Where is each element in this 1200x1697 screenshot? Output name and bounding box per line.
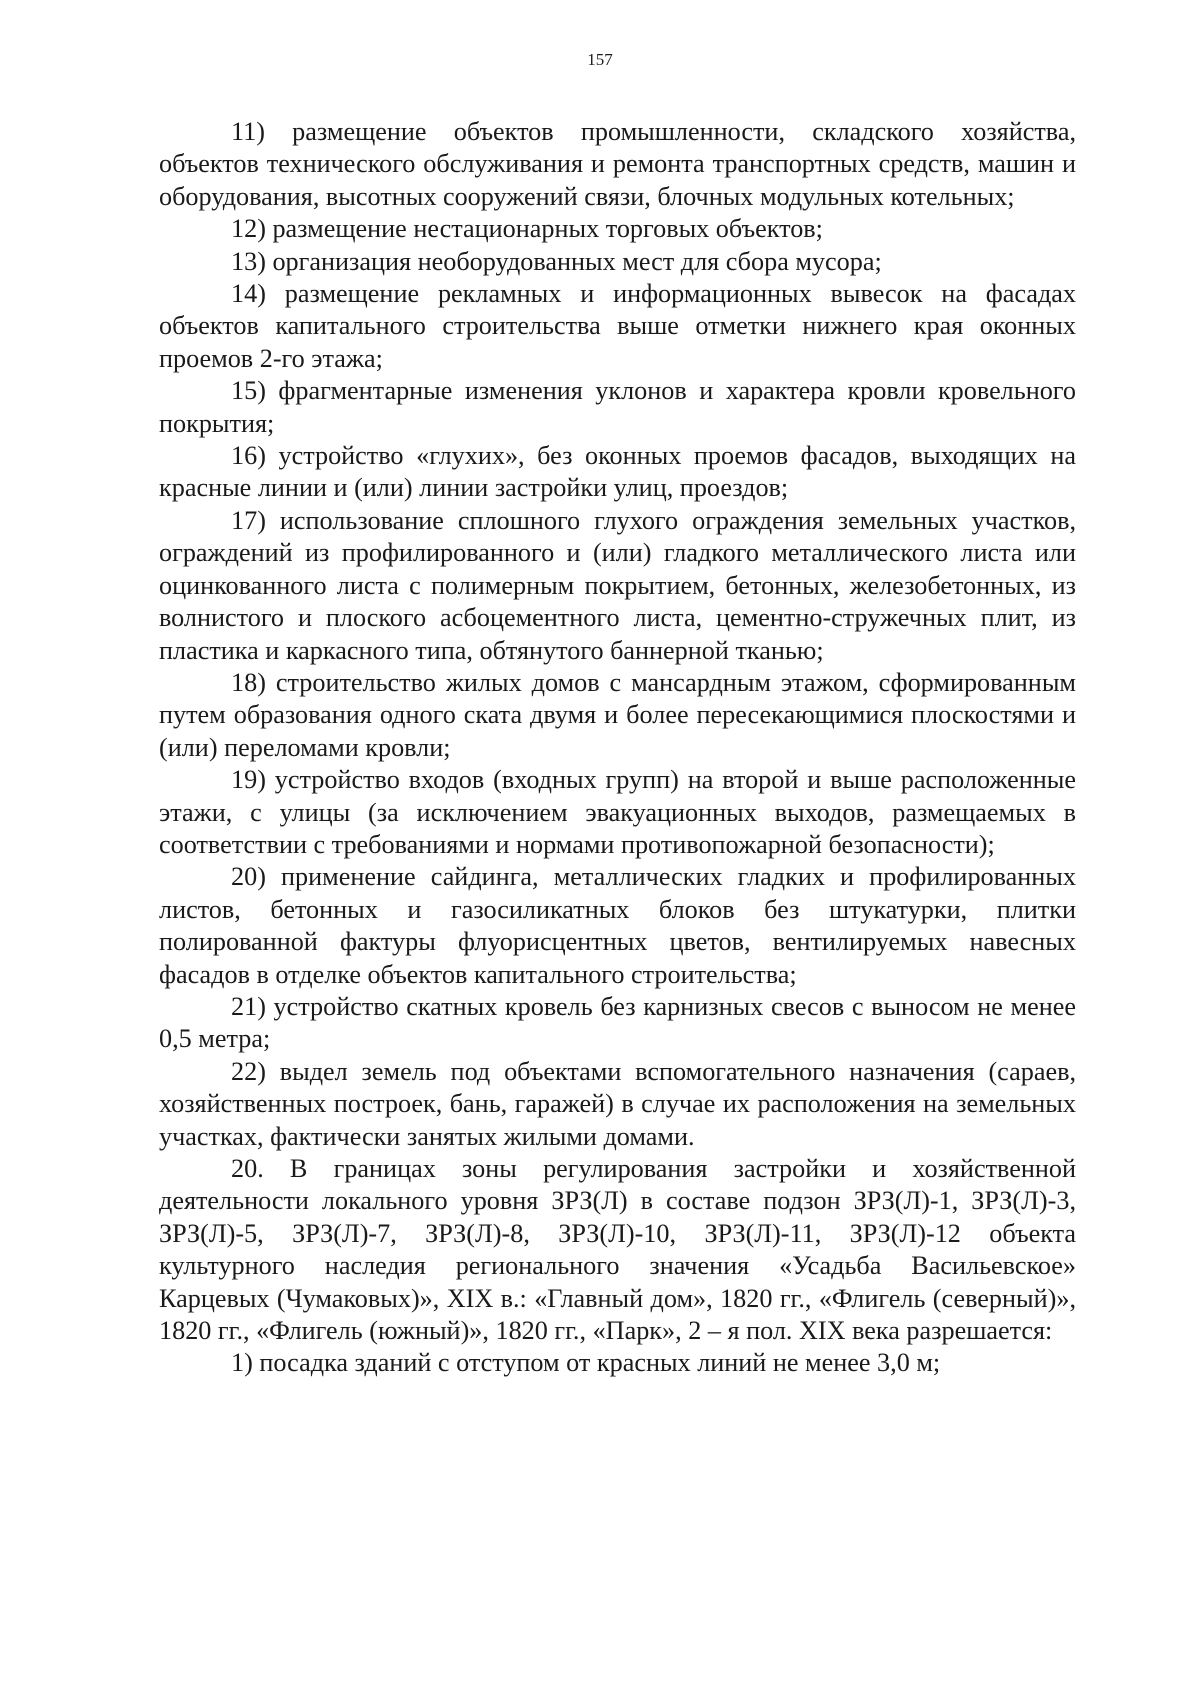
list-item-18: 18) строительство жилых домов с мансардным этажом, сформированным путем образования одного ската двумя и более пересекающимися плоскостями и (или) переломами кровли; [159, 667, 1076, 762]
list-item-19: 19) устройство входов (входных групп) на второй и выше расположенные этажи, с улицы (за исключением эвакуационных выходов, размещаемых в соответствии с требованиями и нормами противопожарной безопасности); [159, 765, 1076, 859]
document-body [159, 116, 1076, 1380]
list-item-15: 15) фрагментарные изменения уклонов и характера кровли кровельного покрытия; [159, 376, 1076, 438]
list-item-22: 22) выдел земель под объектами вспомогательного назначения (сараев, хозяйственных построек, бань, гаражей) в случае их расположения на земельных участках, фактически занятых жилыми домами. [159, 1056, 1076, 1151]
section-20-paragraph: 20. В границах зоны регулирования застройки и хозяйственной деятельности локального уровня ЗРЗ(Л) в составе подзон ЗРЗ(Л)-1, ЗРЗ(Л)-3, ЗРЗ(Л)-5, ЗРЗ(Л)-7, ЗРЗ(Л)-8, ЗРЗ(Л)-10, ЗРЗ(Л)-11, ЗРЗ(Л)-12 объекта культурного наследия регионального значения «Усадьба Васильевское» Карцевых (Чумаковых)», XIX в.: «Главный дом», 1820 гг., «Флигель (северный)», 1820 гг., «Флигель (южный)», 1820 гг., «Парк», 2 – я пол. XIX века разрешается: [159, 1154, 1076, 1346]
section-20-list-item-1: 1) посадка зданий с отступом от красных линий не менее 3,0 м; [231, 1348, 941, 1378]
page-number: 157 [587, 50, 613, 69]
list-item-14: 14) размещение рекламных и информационных вывесок на фасадах объектов капитального строительства выше отметки нижнего края оконных проемов 2-го этажа; [159, 279, 1076, 373]
list-item-12: 12) размещение нестационарных торговых объектов; [231, 214, 823, 244]
list-item-21: 21) устройство скатных кровель без карнизных свесов с выносом не менее 0,5 метра; [159, 991, 1076, 1054]
list-item-11: 11) размещение объектов промышленности, складского хозяйства, объектов технического обслуживания и ремонта транспортных средств, машин и оборудования, высотных сооружений связи, блочных модульных котельных; [159, 117, 1076, 211]
list-item-20: 20) применение сайдинга, металлических гладких и профилированных листов, бетонных и газосиликатных блоков без штукатурки, плитки полированной фактуры флуорисцентных цветов, вентилируемых навесных фасадов в отделке объектов капитального строительства; [159, 862, 1076, 989]
list-item-16: 16) устройство «глухих», без оконных проемов фасадов, выходящих на красные линии и (или) линии застройки улиц, проездов; [159, 441, 1076, 503]
list-item-13: 13) организация необорудованных мест для сбора мусора; [231, 246, 882, 276]
list-item-17: 17) использование сплошного глухого ограждения земельных участков, ограждений из профилированного и (или) гладкого металлического листа или оцинкованного листа с полимерным покрытием, бетонных, железобетонных, из волнистого и плоского асбоцементного листа, цементно-стружечных плит, из пластика и каркасного типа, обтянутого баннерной тканью; [159, 505, 1076, 665]
